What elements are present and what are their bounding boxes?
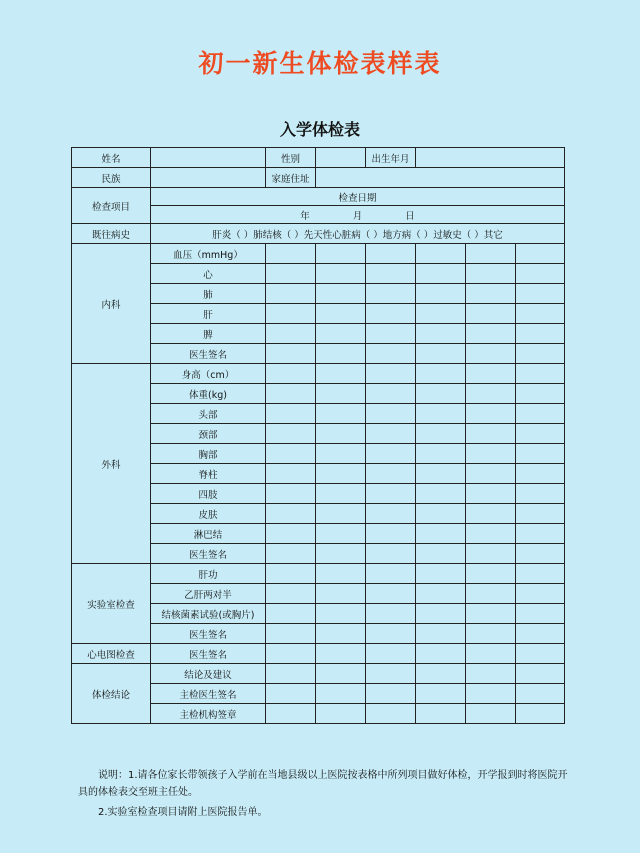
result-cell[interactable] — [516, 704, 565, 724]
result-cell[interactable] — [416, 604, 466, 624]
table-row — [72, 564, 565, 584]
result-cell[interactable] — [466, 364, 516, 384]
result-cell[interactable] — [366, 704, 416, 724]
result-cell[interactable] — [516, 664, 565, 684]
table-row — [72, 244, 565, 264]
exam-item-label: 乙肝两对半 — [151, 584, 266, 604]
result-cell[interactable] — [316, 544, 366, 564]
result-cell[interactable] — [266, 444, 316, 464]
result-cell[interactable] — [416, 264, 466, 284]
result-cell[interactable] — [366, 564, 416, 584]
exam-item-label: 肝功 — [151, 564, 266, 584]
result-cell[interactable] — [466, 504, 516, 524]
exam-item-label: 医生签名 — [151, 344, 266, 364]
result-cell[interactable] — [416, 464, 466, 484]
result-cell[interactable] — [466, 524, 516, 544]
result-cell[interactable] — [416, 624, 466, 644]
result-cell[interactable] — [466, 664, 516, 684]
section-label: 体检结论 — [72, 664, 151, 724]
result-cell[interactable] — [466, 264, 516, 284]
exam-item-label: 脊柱 — [151, 464, 266, 484]
result-cell[interactable] — [416, 424, 466, 444]
result-cell[interactable] — [516, 364, 565, 384]
result-cell[interactable] — [516, 284, 565, 304]
result-cell[interactable] — [416, 404, 466, 424]
result-cell[interactable] — [516, 444, 565, 464]
exam-item-label: 淋巴结 — [151, 524, 266, 544]
section-label: 心电图检查 — [72, 644, 151, 664]
result-cell[interactable] — [316, 364, 366, 384]
result-cell[interactable] — [416, 544, 466, 564]
result-cell[interactable] — [366, 404, 416, 424]
result-cell[interactable] — [366, 464, 416, 484]
exam-item-label: 主检医生签名 — [151, 684, 266, 704]
note-line-1: 说明：1.请各位家长带领孩子入学前在当地县级以上医院按表格中所列项目做好体检，开学报到时将医院开具的体检表交至班主任处。 — [78, 770, 568, 798]
result-cell[interactable] — [416, 304, 466, 324]
exam-item-label: 皮肤 — [151, 504, 266, 524]
result-cell[interactable] — [316, 524, 366, 544]
result-cell[interactable] — [266, 684, 316, 704]
result-cell[interactable] — [316, 464, 366, 484]
result-cell[interactable] — [416, 384, 466, 404]
section-label: 实验室检查 — [72, 564, 151, 644]
result-cell[interactable] — [516, 304, 565, 324]
result-cell[interactable] — [416, 344, 466, 364]
birth-label: 出生年月 — [366, 148, 416, 168]
result-cell[interactable] — [316, 664, 366, 684]
result-cell[interactable] — [366, 544, 416, 564]
health-exam-table — [71, 147, 565, 724]
form-title: 入学体检表 — [279, 120, 360, 139]
result-cell[interactable] — [266, 704, 316, 724]
result-cell[interactable] — [366, 624, 416, 644]
result-cell[interactable] — [516, 604, 565, 624]
exam-item-label: 胸部 — [151, 444, 266, 464]
year-label: 年 — [300, 210, 310, 222]
result-cell[interactable] — [366, 384, 416, 404]
result-cell[interactable] — [416, 684, 466, 704]
exam-item-label: 四肢 — [151, 484, 266, 504]
result-cell[interactable] — [266, 644, 316, 664]
result-cell[interactable] — [366, 244, 416, 264]
result-cell[interactable] — [316, 584, 366, 604]
result-cell[interactable] — [366, 504, 416, 524]
result-cell[interactable] — [416, 704, 466, 724]
exam-item-label: 肝 — [151, 304, 266, 324]
result-cell[interactable] — [266, 384, 316, 404]
result-cell[interactable] — [416, 484, 466, 504]
result-cell[interactable] — [516, 484, 565, 504]
page-title: 初一新生体检表样表 — [198, 49, 442, 78]
result-cell[interactable] — [266, 584, 316, 604]
note-line-2: 2.实验室检查项目请附上医院报告单。 — [98, 807, 268, 818]
result-cell[interactable] — [416, 244, 466, 264]
result-cell[interactable] — [266, 484, 316, 504]
result-cell[interactable] — [266, 244, 316, 264]
result-cell[interactable] — [516, 384, 565, 404]
result-cell[interactable] — [466, 564, 516, 584]
result-cell[interactable] — [316, 444, 366, 464]
result-cell[interactable] — [516, 504, 565, 524]
exam-item-label: 身高（cm） — [151, 364, 266, 384]
result-cell[interactable] — [266, 564, 316, 584]
name-label: 姓名 — [72, 148, 151, 168]
result-cell[interactable] — [266, 464, 316, 484]
result-cell[interactable] — [466, 324, 516, 344]
result-cell[interactable] — [316, 384, 366, 404]
row-exam-date-label — [72, 188, 565, 206]
result-cell[interactable] — [416, 524, 466, 544]
result-cell[interactable] — [516, 564, 565, 584]
exam-item-label: 颈部 — [151, 424, 266, 444]
exam-item-label: 心 — [151, 264, 266, 284]
result-cell[interactable] — [366, 664, 416, 684]
result-cell[interactable] — [466, 384, 516, 404]
result-cell[interactable] — [266, 544, 316, 564]
result-cell[interactable] — [366, 424, 416, 444]
section-label: 外科 — [72, 364, 151, 564]
result-cell[interactable] — [316, 564, 366, 584]
result-cell[interactable] — [366, 304, 416, 324]
result-cell[interactable] — [516, 684, 565, 704]
result-cell[interactable] — [516, 244, 565, 264]
result-cell[interactable] — [316, 424, 366, 444]
history-options[interactable]: 肝炎（ ）肺结核（ ）先天性心脏病（ ）地方病（ ）过敏史（ ）其它 — [151, 224, 565, 244]
result-cell[interactable] — [466, 544, 516, 564]
month-label: 月 — [352, 210, 363, 222]
exam-item-label: 头部 — [151, 404, 266, 424]
result-cell[interactable] — [416, 324, 466, 344]
gender-field[interactable] — [316, 148, 366, 168]
exam-date-field[interactable] — [151, 206, 565, 224]
exam-item-label: 结论及建议 — [151, 664, 266, 684]
exam-item-label: 医生签名 — [151, 544, 266, 564]
gender-label: 性别 — [266, 148, 316, 168]
result-cell[interactable] — [266, 424, 316, 444]
result-cell[interactable] — [316, 484, 366, 504]
result-cell[interactable] — [466, 244, 516, 264]
result-cell[interactable] — [416, 644, 466, 664]
ethnicity-label: 民族 — [72, 168, 151, 188]
result-cell[interactable] — [416, 504, 466, 524]
ethnicity-field[interactable] — [151, 168, 266, 188]
result-cell[interactable] — [366, 344, 416, 364]
result-cell[interactable] — [316, 624, 366, 644]
result-cell[interactable] — [316, 604, 366, 624]
result-cell[interactable] — [316, 684, 366, 704]
result-cell[interactable] — [466, 644, 516, 664]
result-cell[interactable] — [366, 444, 416, 464]
result-cell[interactable] — [316, 504, 366, 524]
result-cell[interactable] — [466, 404, 516, 424]
history-label: 既往病史 — [72, 224, 151, 244]
result-cell[interactable] — [266, 284, 316, 304]
exam-item-label: 医生签名 — [151, 624, 266, 644]
result-cell[interactable] — [316, 704, 366, 724]
result-cell[interactable] — [316, 284, 366, 304]
result-cell[interactable] — [466, 604, 516, 624]
result-cell[interactable] — [516, 524, 565, 544]
exam-date-label: 检查日期 — [151, 188, 565, 206]
exam-item-label: 血压（mmHg） — [151, 244, 266, 264]
result-cell[interactable] — [466, 284, 516, 304]
result-cell[interactable] — [516, 644, 565, 664]
result-cell[interactable] — [266, 304, 316, 324]
result-cell[interactable] — [466, 684, 516, 704]
result-cell[interactable] — [366, 324, 416, 344]
result-cell[interactable] — [416, 444, 466, 464]
section-label: 内科 — [72, 244, 151, 364]
result-cell[interactable] — [366, 584, 416, 604]
exam-items-label: 检查项目 — [72, 188, 151, 224]
table-row — [72, 364, 565, 384]
result-cell[interactable] — [266, 264, 316, 284]
result-cell[interactable] — [466, 704, 516, 724]
result-cell[interactable] — [516, 464, 565, 484]
row-ethnicity — [72, 168, 565, 188]
result-cell[interactable] — [516, 584, 565, 604]
result-cell[interactable] — [316, 644, 366, 664]
result-cell[interactable] — [266, 504, 316, 524]
result-cell[interactable] — [316, 304, 366, 324]
result-cell[interactable] — [266, 324, 316, 344]
result-cell[interactable] — [416, 664, 466, 684]
result-cell[interactable] — [516, 424, 565, 444]
exam-item-label: 医生签名 — [151, 644, 266, 664]
result-cell[interactable] — [466, 424, 516, 444]
exam-item-label: 结核菌素试验(或胸片) — [151, 604, 266, 624]
result-cell[interactable] — [466, 344, 516, 364]
result-cell[interactable] — [316, 264, 366, 284]
result-cell[interactable] — [316, 344, 366, 364]
result-cell[interactable] — [366, 644, 416, 664]
result-cell[interactable] — [366, 284, 416, 304]
result-cell[interactable] — [516, 264, 565, 284]
exam-item-label: 肺 — [151, 284, 266, 304]
result-cell[interactable] — [466, 464, 516, 484]
exam-item-label: 体重(kg) — [151, 384, 266, 404]
result-cell[interactable] — [416, 284, 466, 304]
result-cell[interactable] — [466, 584, 516, 604]
address-field[interactable] — [316, 168, 565, 188]
table-row — [72, 644, 565, 664]
result-cell[interactable] — [466, 304, 516, 324]
result-cell[interactable] — [366, 684, 416, 704]
result-cell[interactable] — [466, 444, 516, 464]
result-cell[interactable] — [416, 364, 466, 384]
row-basic-info — [72, 148, 565, 168]
result-cell[interactable] — [316, 324, 366, 344]
exam-item-label: 主检机构签章 — [151, 704, 266, 724]
result-cell[interactable] — [416, 564, 466, 584]
result-cell[interactable] — [466, 484, 516, 504]
birth-field[interactable] — [416, 148, 565, 168]
day-label: 日 — [405, 210, 415, 222]
result-cell[interactable] — [366, 264, 416, 284]
result-cell[interactable] — [266, 624, 316, 644]
result-cell[interactable] — [266, 344, 316, 364]
result-cell[interactable] — [516, 324, 565, 344]
result-cell[interactable] — [266, 404, 316, 424]
result-cell[interactable] — [266, 364, 316, 384]
result-cell[interactable] — [366, 604, 416, 624]
result-cell[interactable] — [366, 484, 416, 504]
result-cell[interactable] — [266, 664, 316, 684]
result-cell[interactable] — [516, 624, 565, 644]
result-cell[interactable] — [266, 604, 316, 624]
result-cell[interactable] — [516, 344, 565, 364]
result-cell[interactable] — [316, 244, 366, 264]
table-row — [72, 664, 565, 684]
name-field[interactable] — [151, 148, 266, 168]
address-label: 家庭住址 — [266, 168, 316, 188]
result-cell[interactable] — [366, 364, 416, 384]
result-cell[interactable] — [266, 524, 316, 544]
result-cell[interactable] — [366, 524, 416, 544]
row-history — [72, 224, 565, 244]
exam-item-label: 脾 — [151, 324, 266, 344]
result-cell[interactable] — [316, 404, 366, 424]
result-cell[interactable] — [466, 624, 516, 644]
result-cell[interactable] — [516, 404, 565, 424]
result-cell[interactable] — [516, 544, 565, 564]
result-cell[interactable] — [416, 584, 466, 604]
